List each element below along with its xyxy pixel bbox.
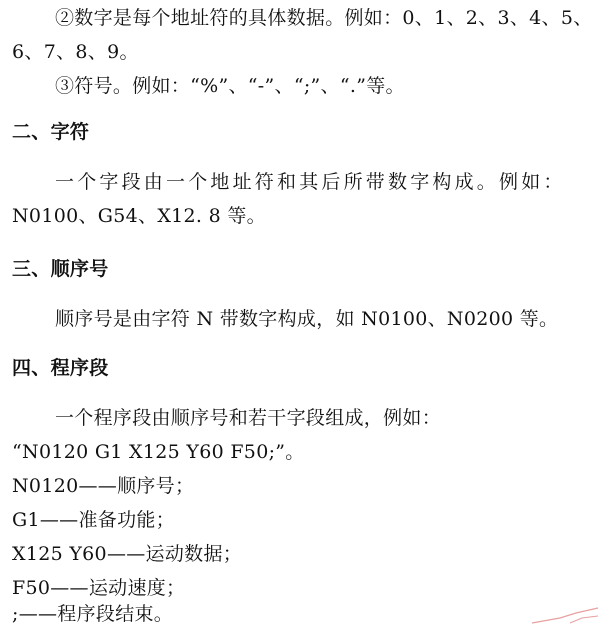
example-prep-function: G1——准备功能； [12, 509, 175, 531]
item2-line1: ②数字是每个地址符的具体数据。例如：0、1、2、3、4、5、 [55, 7, 593, 29]
section2-paragraph-line2: N0100、G54、X12. 8 等。 [12, 205, 266, 227]
example-sequence-number: N0120——顺序号； [12, 475, 195, 497]
example-motion-speed: F50——运动速度； [12, 577, 186, 599]
item2-line2: 6、7、8、9。 [12, 41, 139, 63]
program-block-example: “N0120 G1 X125 Y60 F50;”。 [12, 441, 305, 463]
section4-heading: 四、程序段 [12, 357, 109, 379]
example-motion-data: X125 Y60——运动数据； [12, 543, 243, 565]
section3-heading: 三、顺序号 [12, 258, 109, 280]
page-corner-decoration [530, 606, 600, 624]
example-block-end: ;——程序段结束。 [12, 603, 174, 624]
section4-paragraph: 一个程序段由顺序号和若干字段组成，例如： [55, 407, 442, 429]
section2-paragraph-line1: 一个字段由一个地址符和其后所带数字构成。例如： [55, 171, 566, 193]
item3: ③符号。例如：“%”、“-”、“;”、“.”等。 [55, 75, 405, 97]
section3-paragraph: 顺序号是由字符 N 带数字构成，如 N0100、N0200 等。 [55, 308, 559, 330]
section2-heading: 二、字符 [12, 121, 90, 143]
